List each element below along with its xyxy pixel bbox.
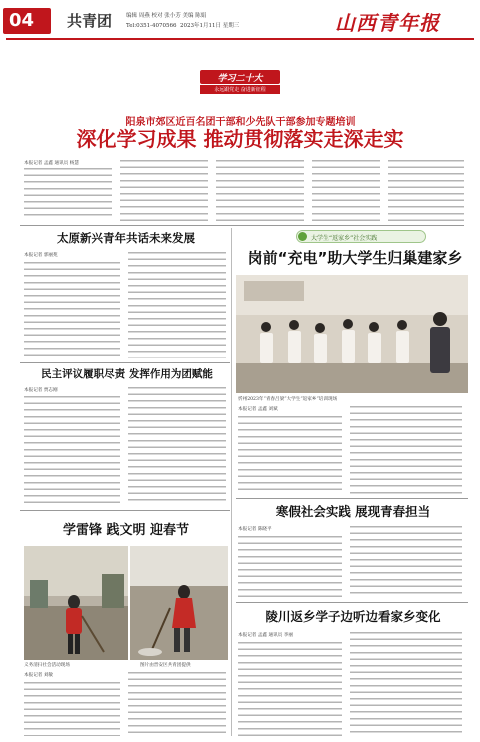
banner-logo-text: 学习二十大 bbox=[217, 74, 263, 84]
a7-headline: 陵川返乡学子边听边看家乡变化 bbox=[265, 609, 441, 624]
a4-photo-left bbox=[24, 546, 128, 660]
masthead bbox=[0, 0, 480, 42]
a2-byline: 本报记者 郭丽苑 bbox=[24, 253, 58, 258]
a6-byline: 本报记者 陈晓平 bbox=[238, 527, 272, 532]
study-banner bbox=[200, 70, 280, 100]
lead-body-col1 bbox=[24, 168, 112, 221]
right-divider-2 bbox=[236, 602, 468, 603]
left-divider-2 bbox=[20, 510, 230, 511]
a3-byline: 本报记者 贾志刚 bbox=[24, 388, 58, 393]
a3-body-col2 bbox=[128, 387, 226, 506]
lead-body-col3 bbox=[216, 160, 304, 221]
a6-headline: 寒假社会实践 展现青春担当 bbox=[275, 504, 431, 519]
staff-line: 编辑 周燕 校对 张小芳 美编 陈娟 bbox=[126, 13, 207, 19]
a5-headline: 岗前“充电”助大学生归巢建家乡 bbox=[247, 249, 463, 267]
a6-body-col2 bbox=[350, 526, 462, 598]
a5-badge-text: 大学生“返家乡”社会实践 bbox=[311, 235, 378, 242]
banner-sub-text: 永远跟党走 奋进新征程 bbox=[214, 87, 266, 93]
a5-badge bbox=[296, 230, 426, 243]
a5-photo bbox=[236, 275, 468, 393]
a7-body-col1 bbox=[238, 642, 342, 736]
a4-caption-right: 图片由晋安区共青团提供 bbox=[140, 663, 191, 668]
left-divider-1 bbox=[20, 362, 230, 363]
a4-photo-right bbox=[130, 546, 228, 660]
a4-byline: 本报记者 刘敏 bbox=[24, 673, 54, 678]
right-divider-1 bbox=[236, 498, 468, 499]
section-name: 共青团 bbox=[67, 12, 113, 30]
column-divider bbox=[231, 228, 232, 736]
a2-headline: 太原新兴青年共话未来发展 bbox=[57, 231, 195, 245]
paper-logo: 山西青年报 bbox=[335, 11, 440, 35]
lead-body-col4 bbox=[312, 160, 380, 221]
page-number: 04 bbox=[9, 10, 35, 31]
a4-body-col1 bbox=[24, 682, 120, 736]
a5-byline: 本报记者 孟鑫 刘斌 bbox=[238, 407, 278, 412]
lead-byline: 本报记者 孟鑫 通讯员 杨慧 bbox=[24, 161, 79, 166]
a4-headline: 学雷锋 践文明 迎春节 bbox=[62, 523, 190, 538]
a2-body-col1 bbox=[24, 262, 120, 358]
lead-body-col2 bbox=[120, 160, 208, 221]
a3-body-col1 bbox=[24, 396, 120, 506]
masthead-rule bbox=[6, 38, 474, 40]
a4-body-col2 bbox=[128, 672, 226, 736]
a5-caption: 忻州2023年“青春吕梁”大学生“返家乡”培训现场 bbox=[238, 397, 338, 402]
a4-caption-left: 义务清扫社会活动现场 bbox=[24, 663, 70, 668]
lead-divider bbox=[20, 225, 464, 226]
lead-kicker: 阳泉市郊区近百名团干部和少先队干部参加专题培训 bbox=[125, 117, 356, 128]
a5-badge-dot bbox=[298, 232, 307, 241]
contact-info bbox=[126, 21, 239, 29]
a5-body-col2 bbox=[350, 406, 462, 494]
lead-body-col5 bbox=[388, 160, 464, 221]
a7-body-col2 bbox=[350, 632, 462, 736]
lead-headline: 深化学习成果 推动贯彻落实走深走实 bbox=[76, 127, 404, 151]
a2-body-col2 bbox=[128, 252, 226, 358]
contact-phone: Tel:0351-4070566 bbox=[126, 23, 177, 29]
a5-body-col1 bbox=[238, 416, 342, 494]
a7-byline: 本报记者 孟鑫 通讯员 李丽 bbox=[238, 633, 293, 638]
a3-headline: 民主评议履职尽责 发挥作用为团赋能 bbox=[41, 368, 213, 380]
issue-date: 2023年1月11日 星期三 bbox=[179, 23, 240, 29]
a6-body-col1 bbox=[238, 536, 342, 598]
